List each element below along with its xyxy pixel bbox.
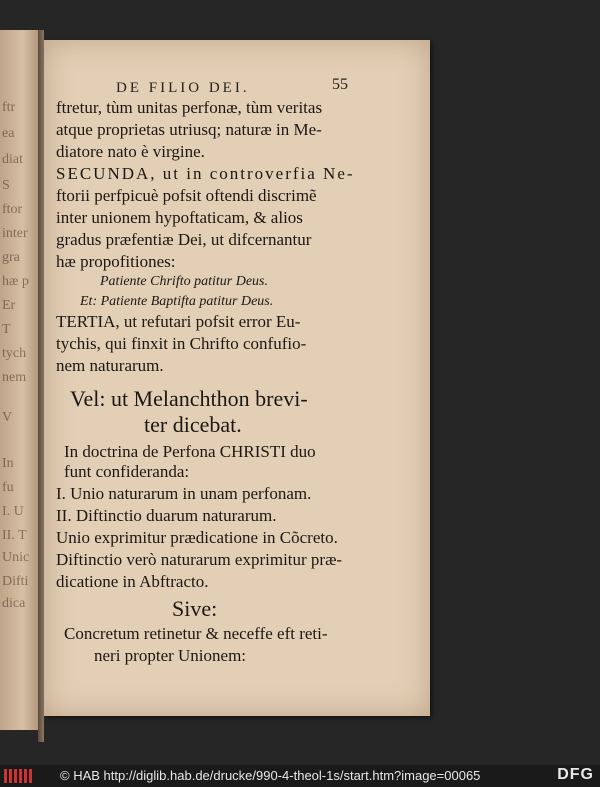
text-line: Diftinctio verò naturarum exprimitur præ-	[56, 550, 343, 569]
section-heading: Vel: ut Melanchthon brevi-	[70, 386, 308, 411]
left-page-fragment: ftor	[2, 202, 23, 217]
left-page-fragment: nem	[2, 370, 27, 385]
left-page-fragment: T	[2, 322, 11, 337]
text-line: tychis, qui finxit in Chrifto confufio-	[56, 334, 307, 353]
page-number: 55	[332, 76, 348, 93]
text-line: ftretur, tùm unitas perfonæ, tùm veritas	[56, 98, 323, 117]
text-line: diatore nato è virgine.	[56, 142, 205, 161]
text-line: TERTIA, ut refutari pofsit error Eu-	[56, 312, 301, 331]
text-line: I. Unio naturarum in unam perfonam.	[56, 484, 312, 503]
left-page-fragment: gra	[2, 250, 20, 265]
left-page-fragment: diat	[2, 152, 23, 167]
text-line: inter unionem hypoftaticam, & alios	[56, 208, 303, 227]
left-page-fragment: hæ p	[2, 274, 29, 289]
left-page-fragment: In	[2, 456, 14, 471]
section-heading: ter dicebat.	[144, 412, 242, 437]
book-page	[44, 40, 430, 716]
left-page-fragment: ftr	[2, 100, 16, 115]
left-page-fragment: II. T	[2, 528, 27, 543]
running-head: DE FILIO DEI.	[116, 80, 250, 96]
text-line: gradus præfentiæ Dei, ut difcernantur	[56, 230, 312, 249]
footer-bar	[0, 765, 600, 787]
left-page-edge	[0, 30, 40, 730]
hab-logo-icon	[4, 769, 32, 783]
left-page-fragment: tych	[2, 346, 27, 361]
left-page-fragment: I. U	[2, 504, 24, 519]
text-line: nem naturarum.	[56, 356, 164, 375]
text-line: atque proprietas utriusq; naturæ in Me-	[56, 120, 322, 139]
section-heading: Sive:	[172, 596, 218, 621]
text-line: dicatione in Abftracto.	[56, 572, 209, 591]
text-line-italic: Patiente Chrifto patitur Deus.	[100, 274, 268, 289]
text-line: II. Diftinctio duarum naturarum.	[56, 506, 277, 525]
text-line: ftorii perfpicuè pofsit oftendi discrimẽ	[56, 186, 317, 205]
left-page-fragment: S	[2, 178, 10, 193]
left-page-fragment: dica	[2, 596, 26, 611]
left-page-fragment: Unic	[2, 550, 30, 565]
left-page-fragment: Difti	[2, 574, 29, 589]
left-page-fragment: fu	[2, 480, 14, 495]
text-line: Concretum retinetur & neceffe eft reti-	[64, 624, 328, 643]
copyright-link[interactable]: © HAB http://diglib.hab.de/drucke/990-4-theol-1s/start.htm?image=00065	[60, 768, 481, 783]
left-page-fragment: Er	[2, 298, 16, 313]
left-page-fragment: ea	[2, 126, 15, 141]
text-line: neri propter Unionem:	[94, 646, 247, 665]
text-line-italic: Et: Patiente Baptifta patitur Deus.	[80, 294, 274, 309]
left-page-fragment: inter	[2, 226, 28, 241]
text-line: SECUNDA, ut in controverfia Ne-	[56, 164, 355, 183]
text-line: funt confideranda:	[64, 462, 190, 481]
text-line: Unio exprimitur prædicatione in Cõcreto.	[56, 528, 338, 547]
text-line: In doctrina de Perfona CHRISTI duo	[64, 442, 316, 461]
text-line: hæ propofitiones:	[56, 252, 176, 271]
dfg-logo: DFG	[557, 766, 594, 783]
left-page-fragment: V	[2, 410, 13, 425]
